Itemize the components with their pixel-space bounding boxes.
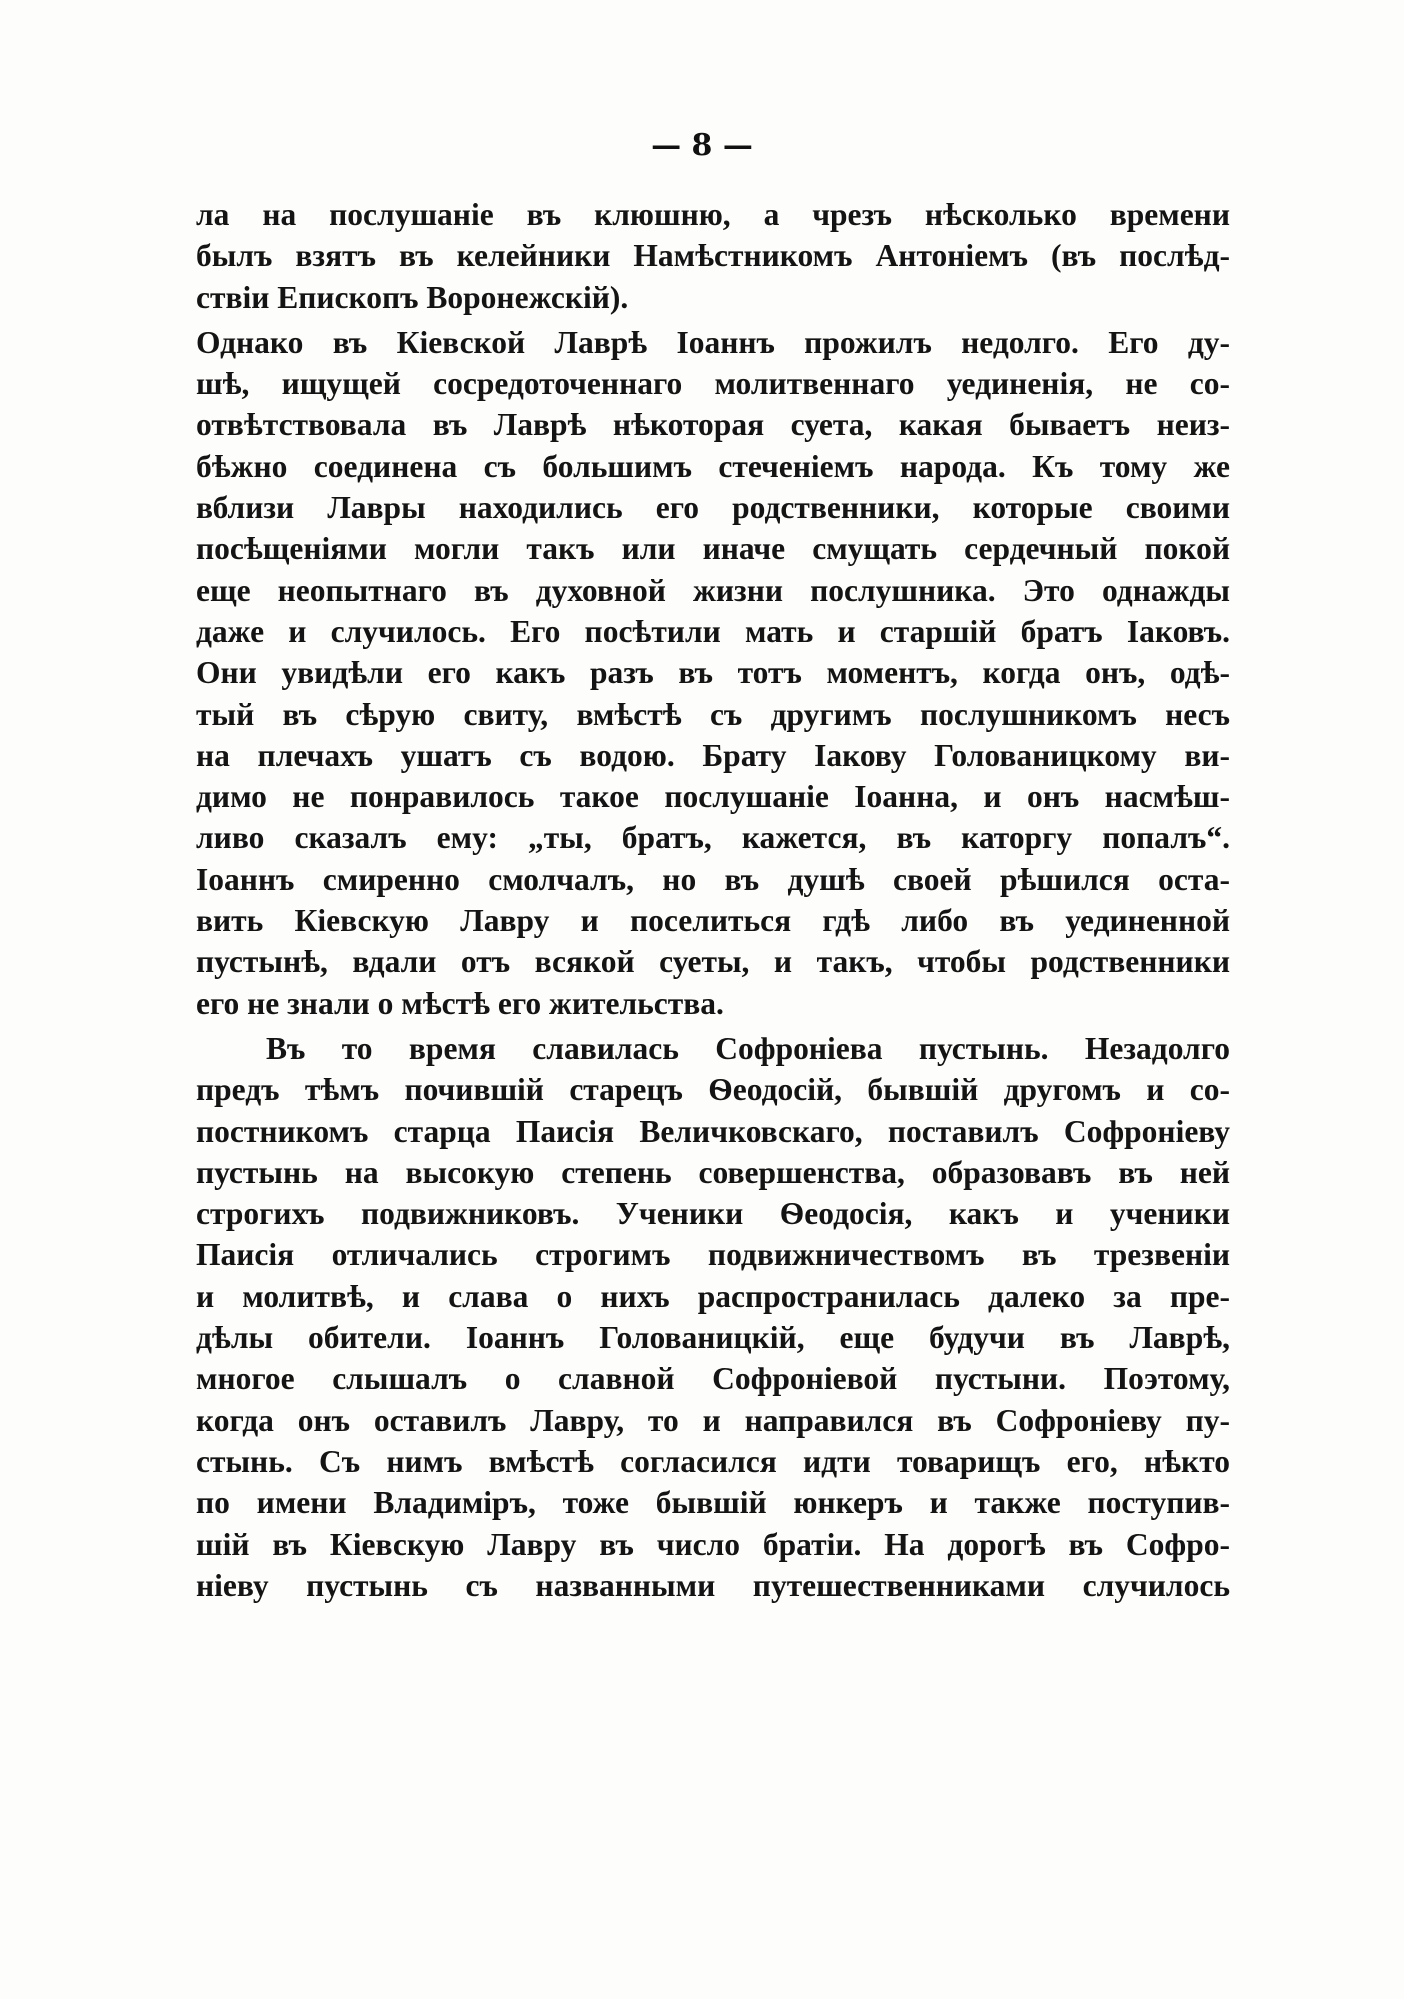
text-line: ніеву пустынь съ названными путешественниками случилось [196, 1567, 1230, 1603]
text-line: Однако въ Кіевской Лаврѣ Іоаннъ прожилъ недолго. Его ду- [196, 324, 1230, 360]
text-line: димо не понравилось такое послушаніе Іоанна, и онъ насмѣш- [196, 779, 1230, 815]
text-line: когда онъ оставилъ Лавру, то и направился въ Софроніеву пу- [196, 1402, 1230, 1438]
text-line: по имени Владиміръ, тоже бывшій юнкеръ и также поступив- [196, 1485, 1230, 1521]
text-line: вить Кіевскую Лавру и поселиться гдѣ либо въ уединенной [196, 903, 1230, 939]
text-line: ливо сказалъ ему: „ты, братъ, кажется, въ каторгу попалъ“. [196, 820, 1230, 856]
text-line: Іоаннъ смиренно смолчалъ, но въ душѣ своей рѣшился оста- [196, 861, 1230, 897]
text-line: ствіи Епископъ Воронежскій). [196, 279, 629, 315]
body-text [196, 194, 1230, 1606]
text-line: строгихъ подвижниковъ. Ученики Ѳеодосія, какъ и ученики [196, 1196, 1230, 1232]
text-line: вблизи Лавры находились его родственники, которые своими [196, 490, 1230, 526]
text-line: дѣлы обители. Іоаннъ Голованицкій, еще будучи въ Лаврѣ, [196, 1320, 1230, 1356]
text-line: многое слышалъ о славной Софроніевой пустыни. Поэтому, [196, 1361, 1230, 1397]
page-number: — 8 — [651, 128, 753, 163]
text-line: Они увидѣли его какъ разъ въ тотъ моментъ, когда онъ, одѣ- [196, 655, 1230, 691]
text-line: стынь. Съ нимъ вмѣстѣ согласился идти товарищъ его, нѣкто [196, 1443, 1230, 1479]
text-line: тый въ сѣрую свиту, вмѣстѣ съ другимъ послушникомъ несъ [196, 696, 1230, 732]
text-line: шій въ Кіевскую Лавру въ число братіи. На дорогѣ въ Софро- [196, 1526, 1230, 1562]
text-line: еще неопытнаго въ духовной жизни послушника. Это однажды [196, 572, 1230, 608]
text-line: отвѣтствовала въ Лаврѣ нѣкоторая суета, какая бываетъ неиз- [196, 407, 1230, 443]
text-line: ла на послушаніе въ клюшню, а чрезъ нѣсколько времени [196, 197, 1230, 232]
text-line: пустынь на высокую степень совершенства, образовавъ въ ней [196, 1154, 1230, 1190]
text-line: Паисія отличались строгимъ подвижничествомъ въ трезвеніи [196, 1237, 1230, 1273]
text-line: былъ взятъ въ келейники Намѣстникомъ Антоніемъ (въ послѣд- [196, 238, 1230, 274]
text-line: пустынѣ, вдали отъ всякой суеты, и такъ, чтобы родственники [196, 944, 1230, 980]
text-line: его не знали о мѣстѣ его жительства. [196, 985, 724, 1021]
text-line: посѣщеніями могли такъ или иначе смущать сердечный покой [196, 531, 1230, 567]
text-line: бѣжно соединена съ большимъ стеченіемъ народа. Къ тому же [196, 448, 1230, 484]
text-line: Въ то время славилась Софроніева пустынь. Незадолго [266, 1030, 1230, 1066]
text-line: постникомъ старца Паисія Величковскаго, поставилъ Софроніеву [196, 1113, 1230, 1149]
text-line: даже и случилось. Его посѣтили мать и старшій братъ Іаковъ. [196, 613, 1230, 649]
text-line: на плечахъ ушатъ съ водою. Брату Іакову Голованицкому ви- [196, 737, 1230, 773]
text-line: и молитвѣ, и слава о нихъ распространилась далеко за пре- [196, 1278, 1230, 1314]
text-line: шѣ, ищущей сосредоточеннаго молитвеннаго уединенія, не со- [196, 366, 1230, 402]
text-line: предъ тѣмъ почившій старецъ Ѳеодосій, бывшій другомъ и со- [196, 1072, 1230, 1108]
